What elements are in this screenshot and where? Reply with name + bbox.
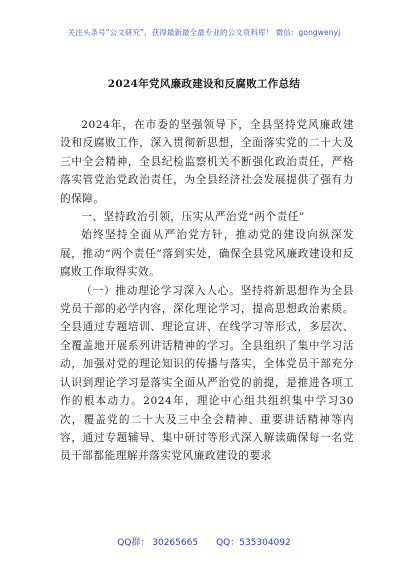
paragraph-intro: 2024年，在市委的坚强领导下，全县坚持党风廉政建设和反腐败工作，深入贯彻新思想，全面落实党的二十大及三中全会精神，全县纪检监察机关不断强化政治责任，严格落实管党治党政治责任，为全县经济社会发展提供了强有力的保障。	[60, 119, 354, 205]
paragraph-subsection-1: （一）推动理论学习深入人心。坚持将新思想作为全县党员干部的必学内容，深化理论学习，提高思想政治素质。全县通过专题培训、理论宣讲、在线学习等形式，多层次、全覆盖地开展系列讲话精神的学习。全县组织了集中学习活动，加强对党的理论知识的传播与落实，全体党员干部充分认识到理论学习是落实全面从严治党的前提，是推进各项工作的根本动力。2024年，理论中心组共组织集中学习30次，覆盖党的二十大及三中全会精神、重要讲话精神等内容，通过专题辅导、集中研讨等形式深入解读确保每一名党员干部都能理解并落实党风廉政建设的要求	[60, 284, 354, 463]
header-notice: 关注头条号“公文研究”，获得最新最全最专业的公文资料库！ 微信：gongwenyj	[67, 28, 341, 37]
footer-contact	[0, 535, 408, 548]
section-heading-1: 一、坚持政治引领，压实从严治党“两个责任”	[81, 211, 305, 224]
document-title: 2024年党风廉政建设和反腐败工作总结	[107, 78, 301, 90]
document-body	[60, 116, 354, 466]
paragraph-section-1: 始终坚持全面从严治党方针，推动党的建设向纵深发展，推动“两个责任”落到实处，确保全县党风廉政建设和反腐败工作取得实效。	[60, 229, 354, 279]
footer-qq-group: QQ群： 30265665	[117, 538, 199, 548]
footer-qq: QQ：535304092	[216, 538, 291, 548]
